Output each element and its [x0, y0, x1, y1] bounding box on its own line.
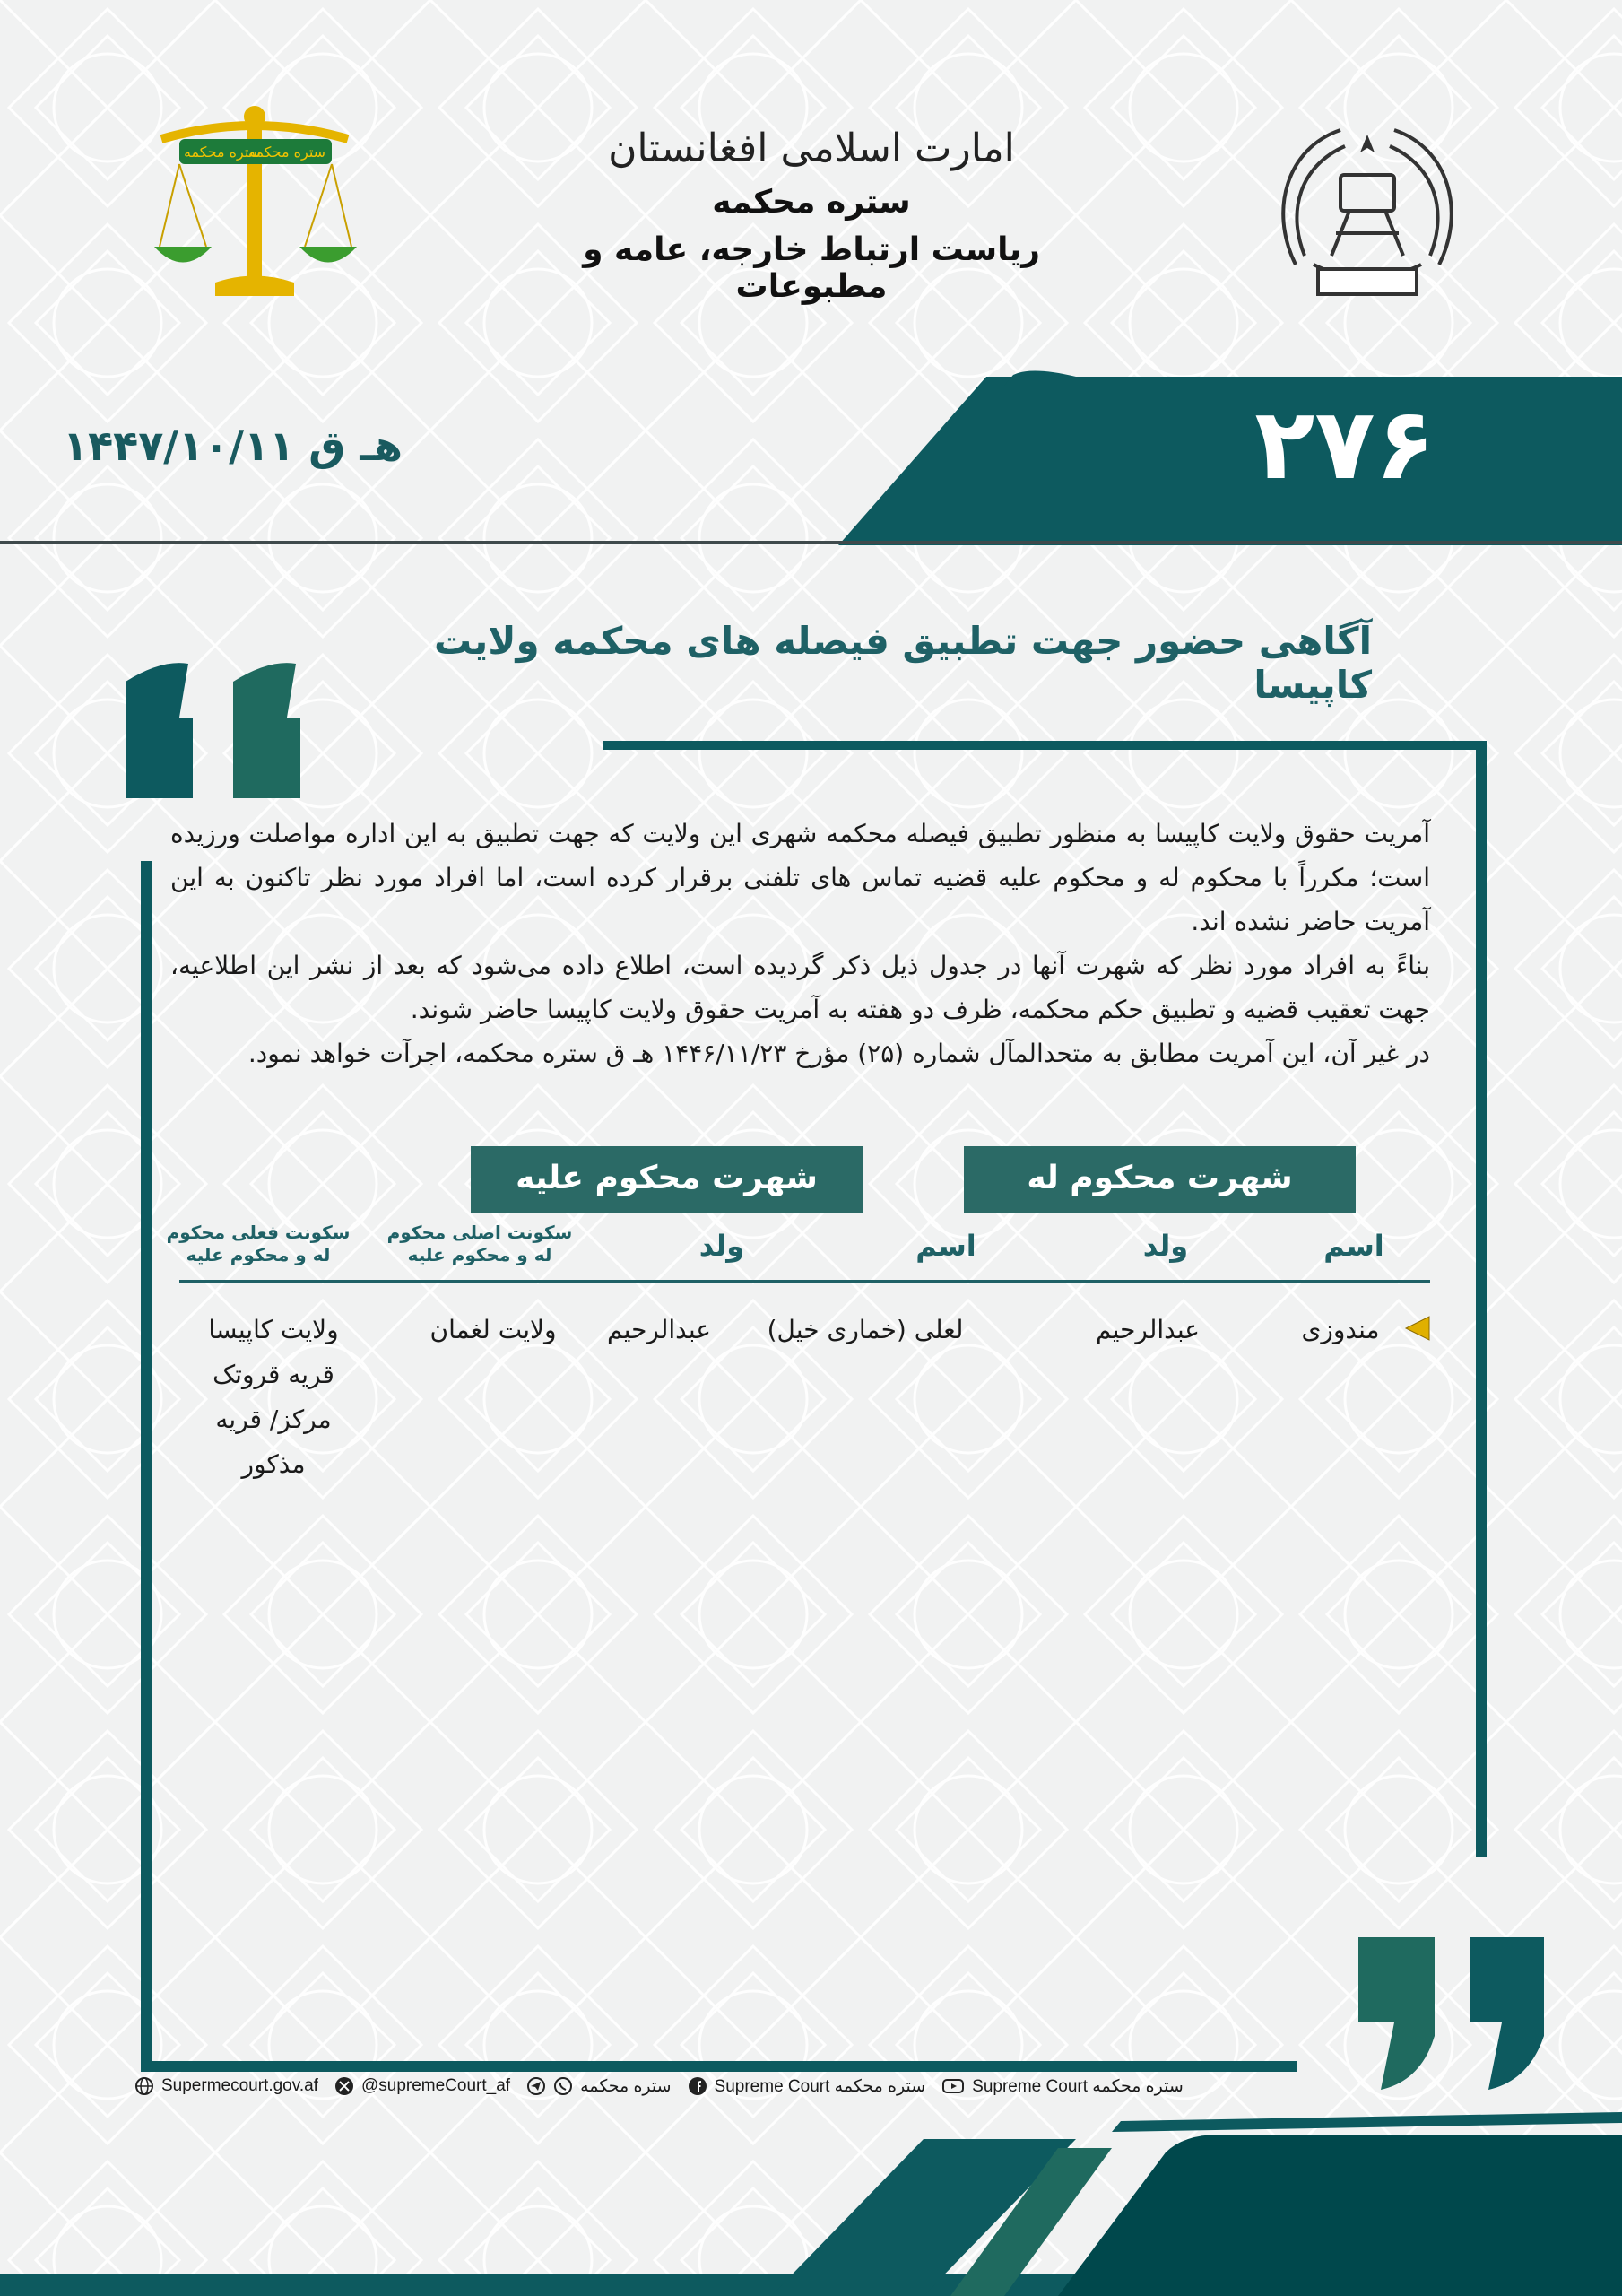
notice-paragraph: آمریت حقوق ولایت کاپیسا به منظور تطبیق فیصله محکمه شهری این ولایت که جهت تطبیق به این اداره مواصلت ورزیده است؛ مکرراً با محکوم له و محکوم علیه قضیه تماس های تلفنی برقرار کرده است، اما افراد مورد نظر تاکنون به این آمریت حاضر نشده اند. [170, 819, 1430, 936]
footer-messengers[interactable] [526, 2076, 671, 2097]
issue-number: ۲۷۶ [1254, 387, 1436, 501]
footer-x-label: @supremeCourt_af [360, 2076, 511, 2095]
column-header-original-residence: سکونت اصلی محکوم له و محکوم علیه [386, 1222, 573, 1265]
notice-paragraph: در غیر آن، این آمریت مطابق به متحدالمآل شماره (۲۵) مؤرخ ۱۴۴۶/۱۱/۲۳ هـ ق ستره محکمه، اجرآت خواهد نمود. [247, 1039, 1430, 1068]
scales-label-left: ستره محکمه [183, 144, 262, 161]
column-header-father-creditor: ولد [1142, 1229, 1189, 1263]
globe-icon [134, 2076, 154, 2096]
whatsapp-icon [553, 2076, 573, 2096]
scales-label-right: ستره محکمه [247, 144, 326, 161]
closing-quote-icon [1358, 1937, 1544, 2090]
telegram-icon [526, 2076, 546, 2096]
group-header-judgment-creditor: شهرت محکوم له [964, 1146, 1356, 1213]
footer-x-account[interactable] [334, 2076, 510, 2096]
department-title: ریاست ارتباط خارجه، عامه و مطبوعات [583, 231, 1040, 305]
table-cell-father-creditor: عبدالرحیم [1095, 1315, 1200, 1344]
facebook-icon [688, 2076, 707, 2096]
notice-title: آگاهی حضور جهت تطبیق فیصله های محکمه ولایت کاپیسا [434, 619, 1372, 707]
table-cell-current-residence: ولایت کاپیسا قریه قروتک مرکز/ قریه مذکور [208, 1315, 339, 1479]
row-marker-triangle-icon [1404, 1315, 1431, 1342]
footer-messengers-label: ستره محکمه [580, 2076, 672, 2096]
emirate-title: امارت اسلامی افغانستان [608, 126, 1015, 171]
notice-paragraph: بناءً به افراد مورد نظر که شهرت آنها در جدول ذیل ذکر گردیده است، اطلاع داده می‌شود که بعد از نشر این اطلاعیه، جهت تعقیب قضیه و تطبیق حکم محکمه، ظرف دو هفته به آمریت حقوق ولایت کاپیسا حاضر شوند. [170, 951, 1430, 1024]
opening-quote-icon [126, 663, 300, 798]
x-icon [334, 2076, 354, 2096]
table-header-rule [179, 1280, 1430, 1283]
court-title: ستره محکمه [712, 184, 911, 221]
footer-website[interactable] [134, 2076, 318, 2096]
table-cell-name-debtor: لعلی (خماری خیل) [767, 1315, 964, 1344]
footer-website-label: Supermecourt.gov.af [161, 2076, 318, 2095]
table-cell-original-residence: ولایت لغمان [429, 1315, 557, 1344]
column-header-name-debtor: اسم [915, 1229, 976, 1263]
youtube-icon [941, 2076, 965, 2096]
column-header-name-creditor: اسم [1323, 1229, 1384, 1263]
column-header-father-debtor: ولد [698, 1229, 745, 1263]
footer-social-bar [134, 2070, 1255, 2102]
table-cell-name-creditor: مندوزی [1301, 1315, 1380, 1344]
footer-facebook-label: Supreme Court ستره محکمه [714, 2076, 926, 2096]
notice-body [170, 812, 1430, 1075]
group-header-judgment-debtor: شهرت محکوم علیه [471, 1146, 863, 1213]
footer-youtube[interactable] [941, 2076, 1184, 2097]
footer-youtube-label: Supreme Court ستره محکمه [972, 2076, 1184, 2096]
footer-decorative-band [0, 2112, 1622, 2296]
column-header-current-residence: سکونت فعلی محکوم له و محکوم علیه [166, 1222, 351, 1265]
table-cell-father-debtor: عبدالرحیم [606, 1315, 711, 1344]
issue-date: ۱۴۴۷/۱۰/۱۱ هـ ق [63, 422, 403, 470]
footer-facebook[interactable] [688, 2076, 926, 2097]
